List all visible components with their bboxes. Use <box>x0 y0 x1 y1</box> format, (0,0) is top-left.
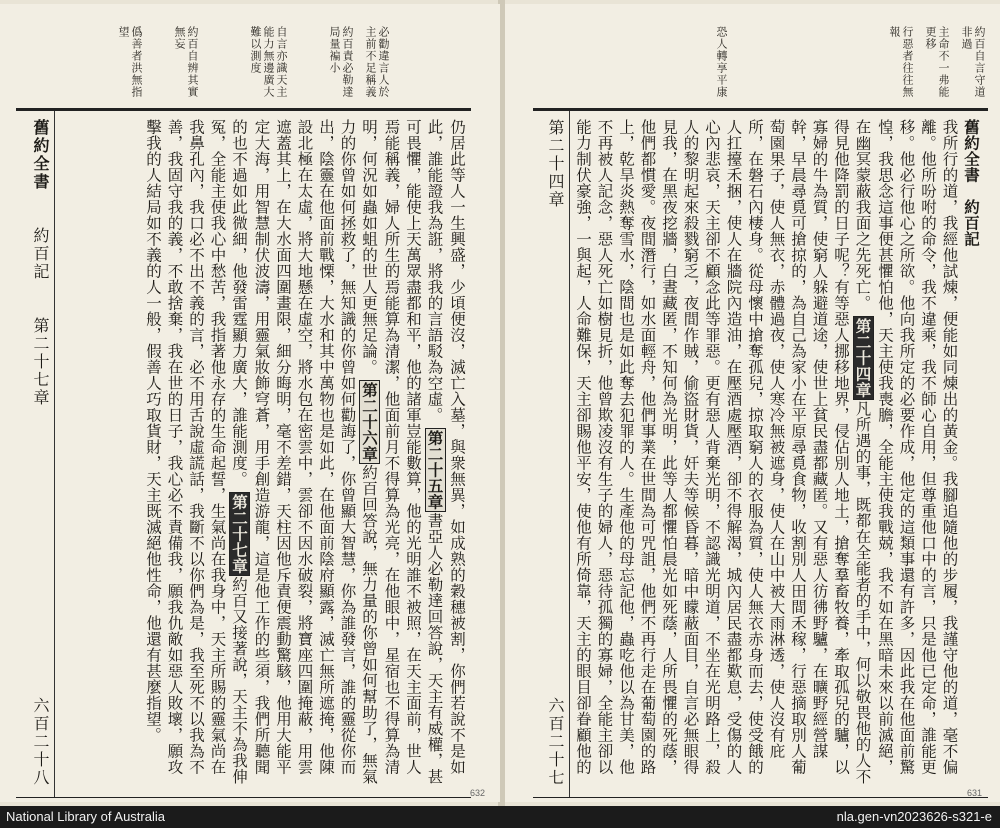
body-text <box>571 119 982 787</box>
margin-note: 約百自辨其實無妄 <box>173 26 199 98</box>
margin-note: 自言亦識天主能力無邊廣大難以測度 <box>249 26 288 98</box>
text-frame <box>533 108 988 798</box>
book-name: 約百記 <box>962 199 981 247</box>
page-number: 六百二十七 <box>546 697 565 787</box>
text-frame <box>16 108 471 798</box>
chapter-heading: 第二十六章 <box>360 382 379 463</box>
right-margin-notes <box>715 26 986 106</box>
right-page <box>503 4 1000 802</box>
chapter-heading: 第二十四章 <box>853 318 873 399</box>
running-head <box>535 119 567 787</box>
margin-note: 主命不一弗能更移 <box>924 26 950 98</box>
book-name: 約百記 <box>31 227 50 281</box>
margin-note: 恐人轉享平康 <box>715 26 728 98</box>
paragraph: 書亞人必勒達回答說，天主有威權，甚可畏懼，能使上天萬眾盡都和平，他的諸軍豈能數算，他的光明誰不被照，在天主面前，世人焉能稱義，婦人所生的焉能算為清潔，他面前月不得算為光亮，在他眼中，星宿也不得算為清明，何況如蟲如蛆的世人更無足論。 <box>360 119 444 785</box>
folio-number: 632 <box>470 788 486 798</box>
chapter-label: 第二十四章 <box>546 119 565 209</box>
left-page <box>0 4 500 802</box>
margin-note: 必勸違言人於主前不足稱義 <box>364 26 390 98</box>
library-name: National Library of Australia <box>6 809 165 824</box>
page-number: 六百二十八 <box>31 697 50 787</box>
footer-bar <box>0 806 1000 828</box>
running-head <box>20 119 52 787</box>
column-rule <box>569 111 570 797</box>
folio-number: 631 <box>967 788 983 798</box>
paragraph: 凡所遇的事，既都在全能者的手中，何以敬畏他的人不得見他降罰的日子呢？有等惡人挪移地界，侵佔別人地土，搶奪羣畜牧養，牽取孤兒的驢，以寡婦的牛為質，使窮人躲避道途，使世上貧民盡都藏匿。又有惡人彷彿野驢，在曠野經營謀幹，早晨尋覓可搶掠的，為自己為家小在平原尋覓食物，收割別人田間禾稼，行惡摘取別人葡萄園果子，使人無衣，赤體過夜，使人寒冷無被遮身，使人在山中被大雨淋透，使人沒有庇所，在磐石內棲身。從母懷中搶奪孤兒，掠取窮人的衣服為質，使人無衣赤身而去，使受餓的人扛擡禾捆，使人在牆院內造油，在壓酒處壓酒，卻不得解渴，城內居民盡都歎息，受傷的人心內悲哀，天主卻不顧念此等罪惡。更有惡人背棄光明，不認識光明道，不坐在光明路上，殺人的黎明起來殺戮窮乏，夜間作賊，偷盜財貨，奸夫等候昏暮，暗中矇蔽面目，自言必無眼得見我，在黑夜挖牆，白晝藏匿，不知何為光明，此等人都懼怕晨光如死蔭，人所畏懼的死蔭，他們都慣愛。夜間潛行，如水面輕舟，他們事業在世間為可咒詛，他們不再行走在葡萄園的路上，乾旱炎熱奪雪水，陰間也是如此奪去犯罪的人。生產他的母忘記他，蟲吃他以為甘美，他不再被人記念，惡人死亡如樹見折，他曾欺凌沒有生子的婦人，惡待孤獨的寡婦，全能主卻以能力制伏豪強，一與起，人命難保，天主卻賜他平安，使他有所倚靠，天主的眼目卻眷顧他的 <box>574 119 872 785</box>
margin-note: 行惡者往往無報 <box>888 26 914 98</box>
margin-note: 僞善者洪無指望 <box>117 26 143 98</box>
margin-note: 約百責必勒達局量褊小 <box>328 26 354 98</box>
book-title: 舊約全書 <box>31 119 50 191</box>
paragraph: 約百回答說，無力量的你曾如何幫助了，無氣力的你曾如何拯救了，無知識的你曾如何勸誨了，你曾顯大智慧，你為誰發言，誰的靈從你而出，陰靈在他面前戰慄，大水和其中萬物也是如此，在他面前陰府顯露，滅亡無所遮掩，他陳設北極在太虛，將大地懸在虛空，將水包在密雲中，雲卻不因水破裂，將寶座四圍掩蔽，用雲遮蓋其上，在大水面四圍畫限，細分晦明，毫不差錯，天柱因他斥責便震動驚駭，他用大能平定大海，用智慧制伏波濤，用靈氣妝飾穹蒼，用手創造游龍，這是他工作的些須，我們所聽聞的也不過如此微細，他發雷霆顯力廣大，誰能測度。 <box>230 119 378 785</box>
paragraph: 仍居此等人一生興盛，少頃便沒，滅亡入墓，與衆無異，如成熟的穀穗被割，你們若說不是如此，誰能證我為誑，將我的言語駁為空虛。 <box>425 119 466 775</box>
paragraph: 約百又接著說，天主不為我伸冤，全能主使我心中愁苦，我指著他永存的生命起誓，生氣尚在我身中，天主所賜的靈氣尚在我鼻孔內，我口必不出不義的言，必不用舌說虛謊話，我斷不以你們為是，我至死不以我為不善，我固守我的義，不敢捨棄，我在世的日子，我心必不責備我，願我仇敵如惡人敗壞，願攻擊我的人結局如不義的人一般，假善人巧取貨財，天主既滅絕他性命，他還有甚麼指望。 <box>144 119 248 785</box>
chapter-heading: 第二十七章 <box>230 494 249 575</box>
left-margin-notes <box>117 26 390 106</box>
record-id: nla.gen-vn2023626-s321-e <box>836 809 992 824</box>
margin-note: 約百自言守道非過 <box>960 26 986 98</box>
chapter-label: 第二十七章 <box>31 317 50 407</box>
body-text <box>56 119 467 787</box>
paragraph: 我所行的道，我經他試煉，便能如同煉出的黃金。我腳追隨他的步履，我謹守他的道，毫不偏離。他所吩咐的命令，我不違乘，我不師心自用，但尊重他口中的言，只是他已定命，誰能更移。他必行他心之所欲。他向我所定的必要作成，他定的這類事還有許多，因此我在他面前驚惶，我思念這事便甚懼怕他，天主使我喪膽，全能主使我戰兢，我不如在黑暗未來以前滅絕，在幽冥蒙蔽我面之先死亡。 <box>853 119 959 775</box>
book-title: 舊約全書 <box>962 119 981 183</box>
column-rule <box>54 111 55 797</box>
chapter-heading: 第二十五章 <box>425 430 445 511</box>
